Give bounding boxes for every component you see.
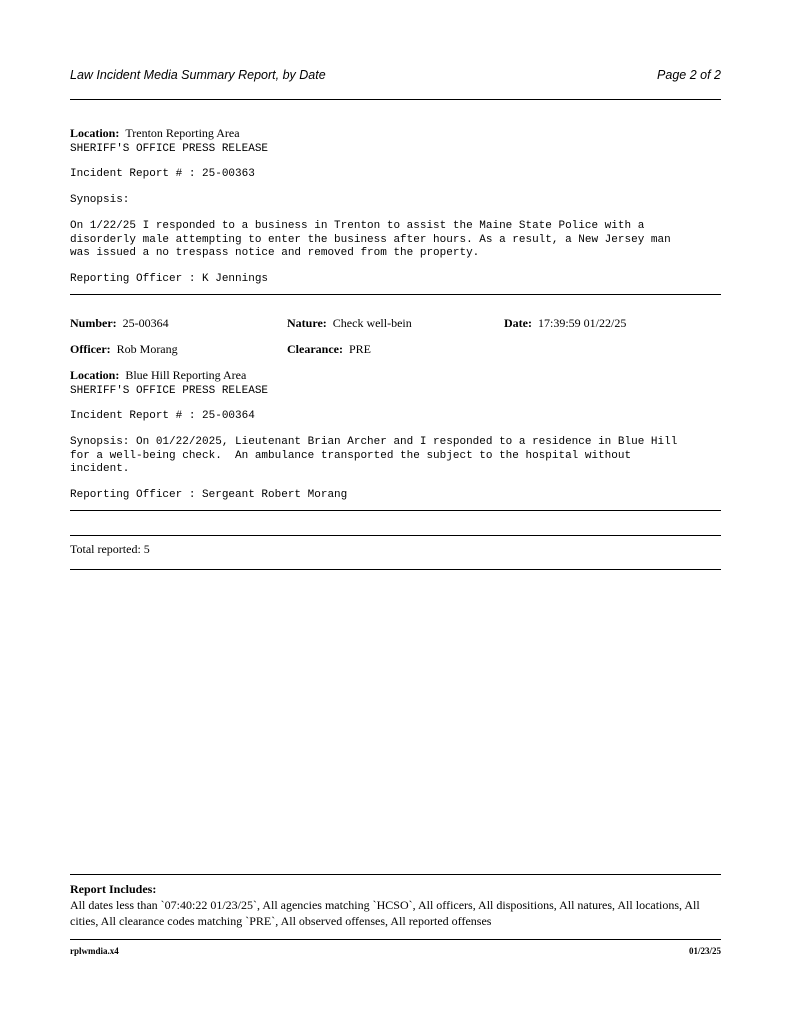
clearance-value: PRE (348, 342, 371, 356)
page-header (70, 68, 721, 84)
date-label: Date: (504, 316, 532, 330)
footer-top-rule (70, 874, 721, 875)
date-value: 17:39:59 01/22/25 (537, 316, 627, 330)
record2-clearance-field (287, 342, 371, 357)
report-includes-label: Report Includes: (70, 882, 157, 896)
record2-number-field (70, 316, 169, 331)
officer-label: Officer: (70, 342, 111, 356)
record1-synopsis: On 1/22/25 I responded to a business in Trenton to assist the Maine State Police with a disorderly male attempting to enter the business after hours. As a result, a New Jersey man was issued a no trespass notice and removed from the property. (70, 220, 671, 259)
officer-value: Rob Morang (116, 342, 178, 356)
clearance-label: Clearance: (287, 342, 343, 356)
page-number: Page 2 of 2 (657, 68, 721, 82)
print-date: 01/23/25 (688, 946, 721, 956)
totals-top-rule (70, 535, 721, 536)
record2-press-release: SHERIFF'S OFFICE PRESS RELEASE (70, 385, 269, 397)
location-value: Trenton Reporting Area (125, 126, 240, 140)
record1-divider (70, 294, 721, 295)
header-rule (70, 99, 721, 100)
record2-synopsis: Synopsis: On 01/22/2025, Lieutenant Brian Archer and I responded to a residence in Blue Hill for a well-being check. An ambulance transported the subject to the hospital without incident. (70, 436, 678, 475)
record2-nature-field (287, 316, 412, 331)
location-value: Blue Hill Reporting Area (125, 368, 247, 382)
record1-press-release: SHERIFF'S OFFICE PRESS RELEASE (70, 143, 269, 155)
record2-officer-field (70, 342, 178, 357)
record2-location-row (70, 368, 246, 383)
report-includes-text: All dates less than `07:40:22 01/23/25`, All agencies matching `HCSO`, All officers, All dispositions, All natures, All locations, All cities, All clearance codes matching `PRE`, All observed offenses, All reported offenses (70, 898, 700, 928)
footer-bottom-rule (70, 939, 721, 940)
record2-date-field (504, 316, 626, 331)
record1-reporting-officer: Reporting Officer : K Jennings (70, 273, 269, 285)
number-label: Number: (70, 316, 117, 330)
record1-synopsis-label: Synopsis: (70, 194, 130, 206)
report-includes (70, 881, 721, 929)
location-label: Location: (70, 368, 120, 382)
record1-incident-report: Incident Report # : 25-00363 (70, 168, 255, 180)
report-id: rplwmdia.x4 (70, 946, 119, 956)
totals-bottom-rule (70, 569, 721, 570)
nature-value: Check well-bein (332, 316, 412, 330)
total-reported: Total reported: 5 (70, 542, 150, 556)
record1-location-row (70, 126, 240, 141)
record2-divider (70, 510, 721, 511)
report-title: Law Incident Media Summary Report, by Date (70, 68, 326, 82)
record2-incident-report: Incident Report # : 25-00364 (70, 410, 255, 422)
record2-reporting-officer: Reporting Officer : Sergeant Robert Morang (70, 489, 348, 501)
location-label: Location: (70, 126, 120, 140)
nature-label: Nature: (287, 316, 327, 330)
number-value: 25-00364 (122, 316, 169, 330)
